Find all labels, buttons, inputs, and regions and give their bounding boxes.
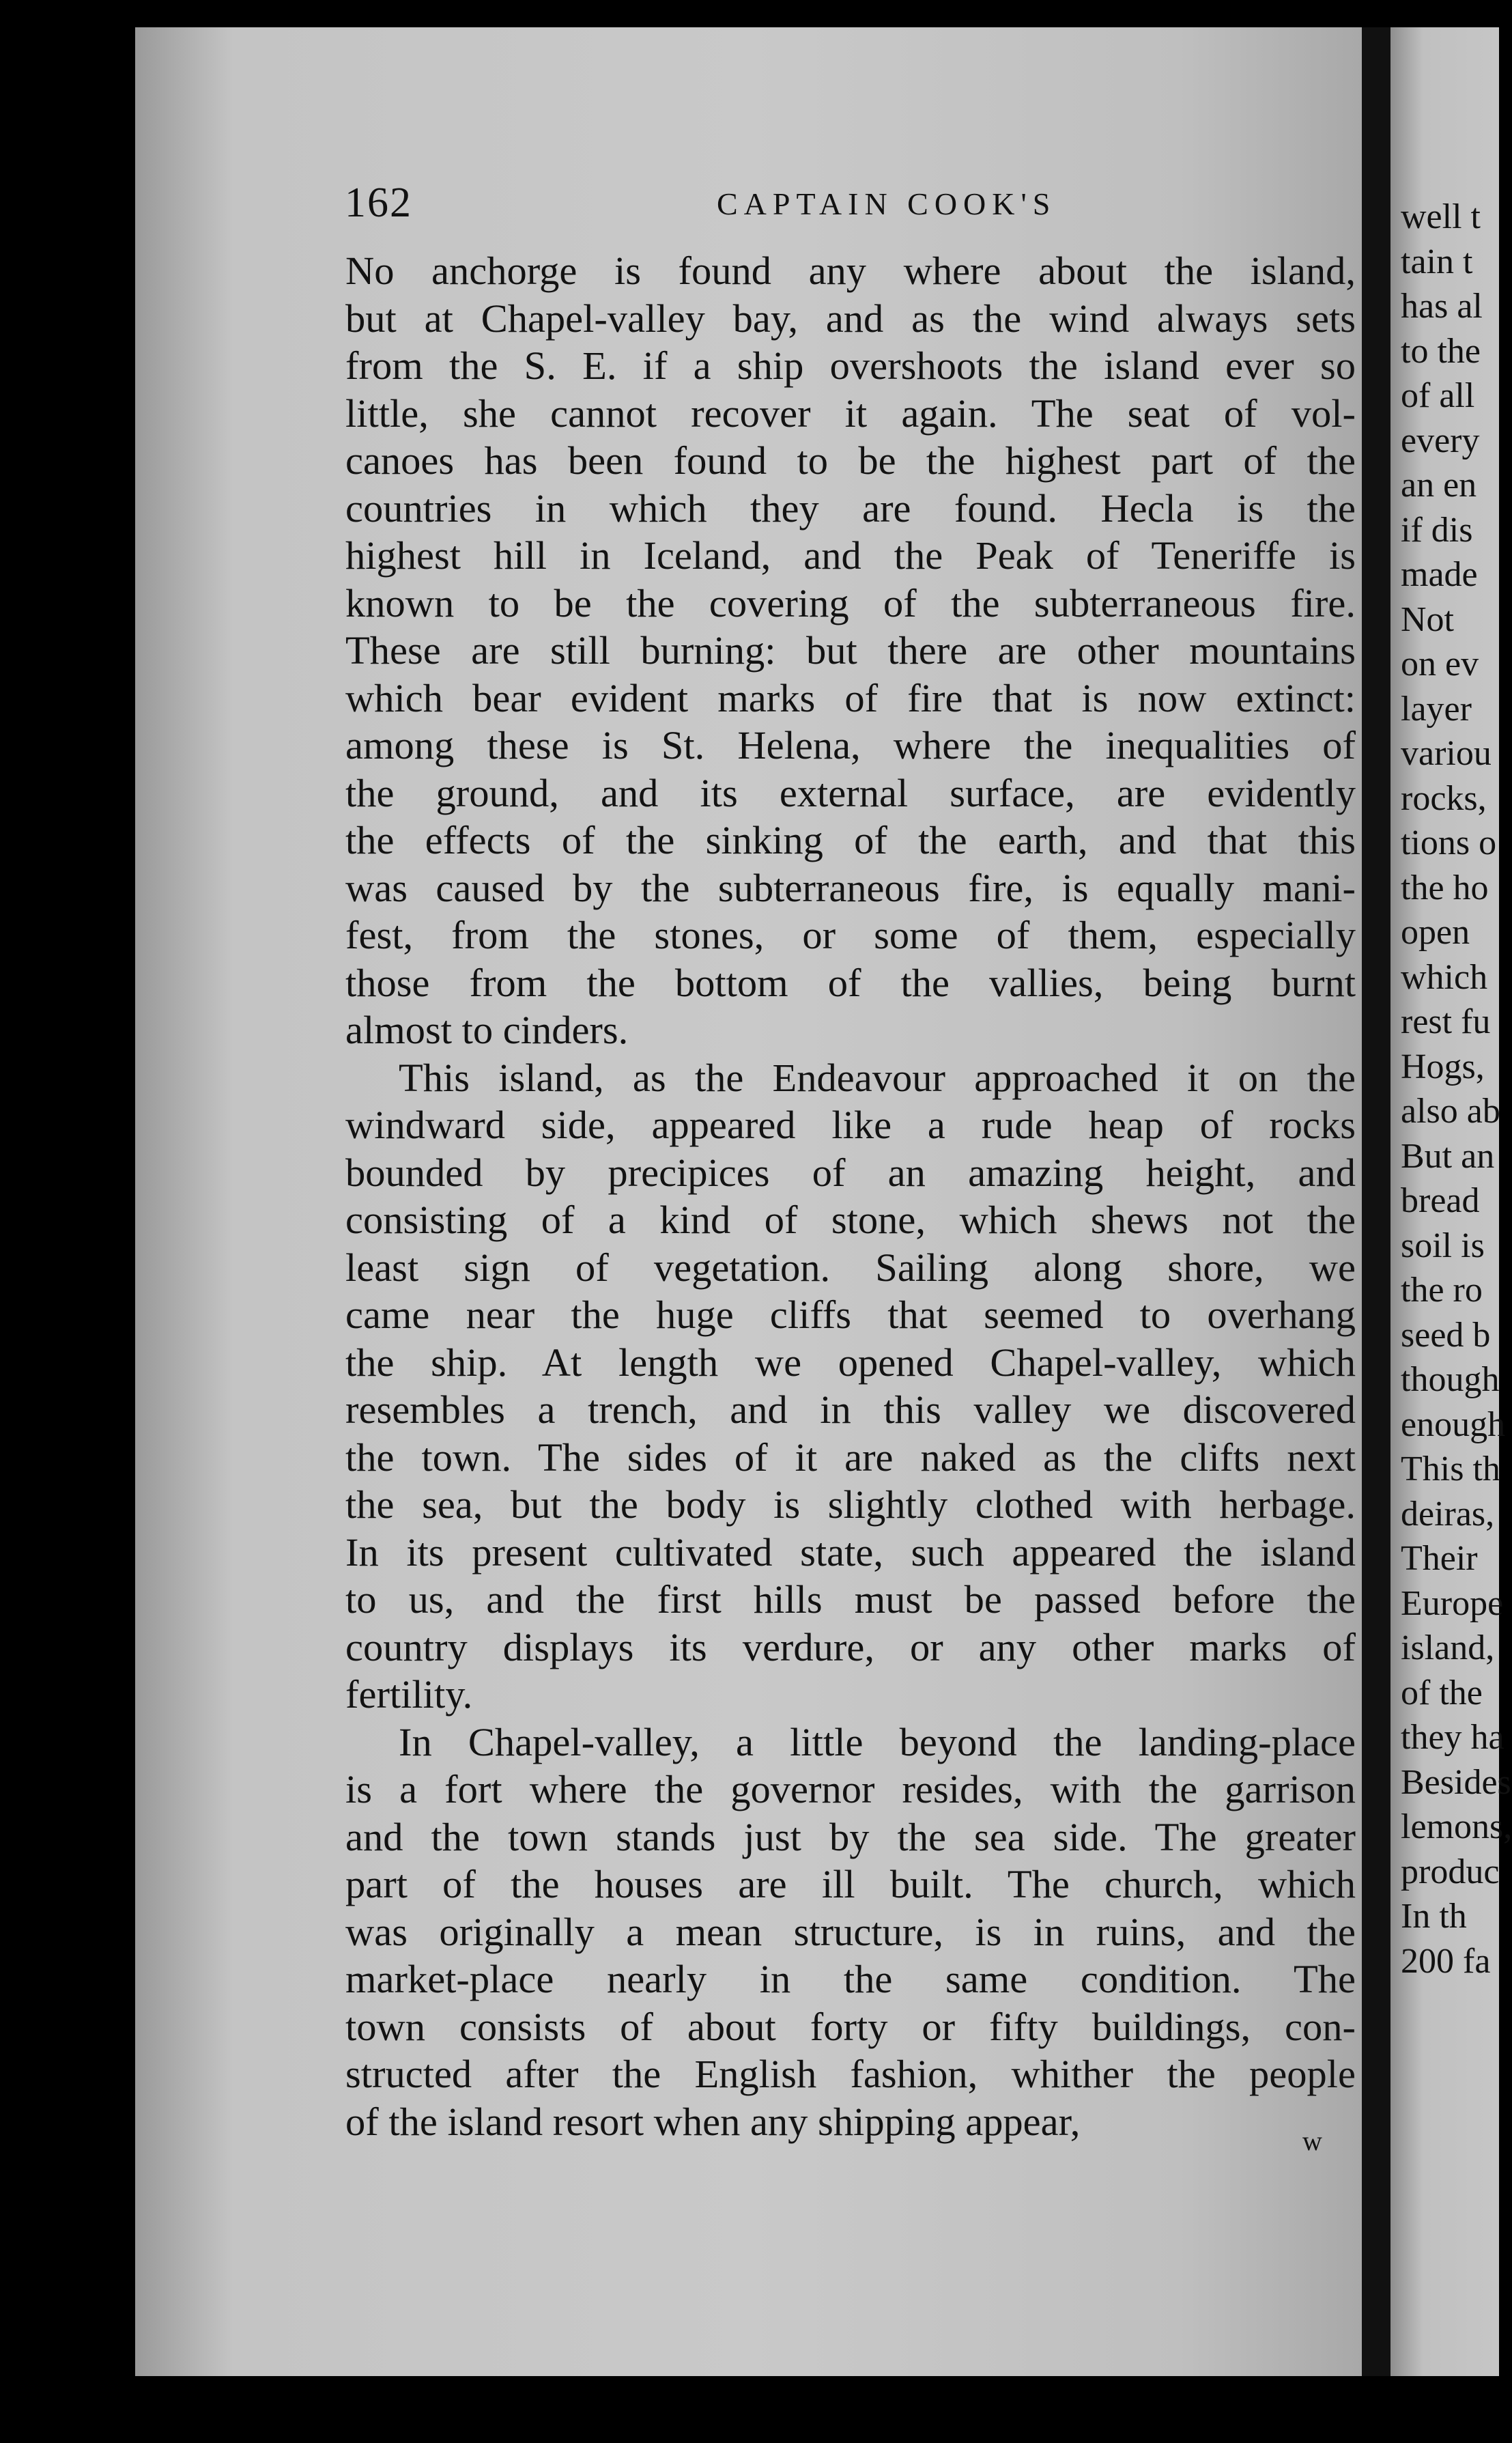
text-line: consisting of a kind of stone, which shews not the [345, 1198, 1356, 1242]
text-line: canoes has been found to be the highest part of the [345, 438, 1356, 483]
text-line: little, she cannot recover it again. The seat of vol- [345, 391, 1356, 436]
text-line: of the island resort when any shipping appear, [345, 2099, 1081, 2144]
facing-page-line: the ro [1401, 1271, 1483, 1310]
text-line: fest, from the stones, or some of them, especially [345, 913, 1356, 957]
facing-page-line: layer [1401, 689, 1472, 729]
facing-page-line: well t [1401, 197, 1481, 236]
text-line: and the town stands just by the sea side. The greater [345, 1814, 1356, 1859]
running-head: CAPTAIN COOK'S [717, 186, 1057, 221]
text-line: highest hill in Iceland, and the Peak of Teneriffe is [345, 533, 1356, 578]
text-line: These are still burning: but there are other mountains [345, 628, 1356, 673]
text-line: This island, as the Endeavour approached it on the [399, 1055, 1356, 1100]
text-line: the sea, but the body is slightly clothed with herbage. [345, 1482, 1356, 1527]
facing-page-line: open [1401, 913, 1470, 952]
facing-page-line: of the [1401, 1673, 1483, 1712]
text-line: windward side, appeared like a rude heap of rocks [345, 1103, 1356, 1147]
facing-page-line: 200 fa [1401, 1941, 1491, 1981]
facing-page-line: This th [1401, 1450, 1500, 1488]
catchword: w [1302, 2126, 1322, 2156]
text-line: but at Chapel-valley bay, and as the wind always sets [345, 296, 1356, 341]
text-line: to us, and the first hills must be passed before the [345, 1577, 1356, 1622]
facing-page-line: tions o [1401, 823, 1497, 862]
facing-page-line: to the [1401, 331, 1481, 371]
facing-page-line: also ab [1401, 1092, 1500, 1131]
text-line: market-place nearly in the same condition. The [345, 1957, 1356, 2001]
facing-page-line: on ev [1401, 645, 1479, 683]
text-line: structed after the English fashion, whither the people [345, 2052, 1356, 2096]
facing-page-line: enough [1401, 1404, 1506, 1444]
text-line: the ship. At length we opened Chapel-valley, which [345, 1340, 1356, 1385]
text-line: In its present cultivated state, such appeared the island [345, 1529, 1356, 1574]
facing-page-line: island, [1401, 1628, 1495, 1667]
facing-page-line: tain t [1401, 242, 1473, 281]
facing-page-line: of all [1401, 376, 1475, 415]
page-number: 162 [345, 180, 412, 226]
text-line: is a fort where the governor resides, with the garrison [345, 1767, 1356, 1811]
body-text [345, 247, 1356, 2145]
text-line: countries in which they are found. Hecla is the [345, 485, 1356, 531]
facing-page-line: seed b [1401, 1315, 1491, 1355]
text-line: from the S. E. if a ship overshoots the island ever so [345, 343, 1356, 388]
facing-page-line: rest fu [1401, 1002, 1491, 1041]
text-line: part of the houses are ill built. The church, which [345, 1862, 1356, 1906]
text-line: among these is St. Helena, where the inequalities of [345, 723, 1356, 767]
facing-page-line: produc [1401, 1852, 1500, 1891]
text-line: those from the bottom of the vallies, being burnt [345, 960, 1356, 1005]
text-line: least sign of vegetation. Sailing along shore, we [345, 1245, 1356, 1290]
text-line: the ground, and its external surface, are evidently [345, 770, 1356, 815]
facing-page-line: an en [1401, 466, 1477, 505]
text-line: country displays its verdure, or any other marks of [345, 1624, 1356, 1669]
book-gutter [1362, 27, 1390, 2376]
facing-page-line: Europe [1401, 1583, 1504, 1623]
facing-page-text [1401, 195, 1510, 1983]
facing-page-line: bread [1401, 1181, 1480, 1220]
text-line: was caused by the subterraneous fire, is equally mani- [345, 865, 1356, 910]
facing-page-line: every [1401, 421, 1480, 460]
facing-page-line: which [1401, 957, 1488, 997]
text-line: the town. The sides of it are naked as the clifts next [345, 1435, 1356, 1480]
facing-page-line: rocks, [1401, 778, 1487, 818]
facing-page-line: Not [1401, 599, 1454, 639]
text-line: town consists of about forty or fifty buildings, con- [345, 2004, 1356, 2049]
facing-page-line: made [1401, 555, 1478, 594]
facing-page-line: variou [1401, 734, 1492, 773]
text-line: known to be the covering of the subterraneous fire. [345, 580, 1356, 625]
text-line: was originally a mean structure, is in ruins, and the [345, 1909, 1356, 1954]
facing-page-line: they ha [1401, 1718, 1504, 1757]
text-line: bounded by precipices of an amazing height, and [345, 1150, 1356, 1195]
facing-page-line: But an [1401, 1136, 1495, 1176]
facing-page-line: Besides [1401, 1762, 1511, 1802]
text-line: resembles a trench, and in this valley we discovered [345, 1387, 1356, 1432]
facing-page-line: deiras, [1401, 1494, 1495, 1534]
facing-page-line: In th [1401, 1897, 1467, 1936]
text-line: came near the huge cliffs that seemed to overhang [345, 1293, 1356, 1337]
facing-page-line: though [1401, 1360, 1500, 1399]
text-line: No anchorge is found any where about the island, [345, 249, 1356, 293]
facing-page-line: if dis [1401, 510, 1473, 550]
facing-page-line: the ho [1401, 868, 1489, 907]
facing-page-line: lemons, [1401, 1807, 1512, 1846]
text-line: the effects of the sinking of the earth, and that this [345, 818, 1356, 862]
text-line: fertility. [345, 1672, 473, 1717]
facing-page-line: has al [1401, 287, 1483, 326]
text-line: In Chapel-valley, a little beyond the landing-place [399, 1719, 1356, 1764]
text-line: almost to cinders. [345, 1008, 629, 1052]
facing-page-line: Hogs, [1401, 1047, 1485, 1086]
facing-page-line: soil is [1401, 1226, 1485, 1265]
facing-page-line: Their [1401, 1539, 1478, 1578]
text-line: which bear evident marks of fire that is now extinct: [345, 675, 1356, 720]
